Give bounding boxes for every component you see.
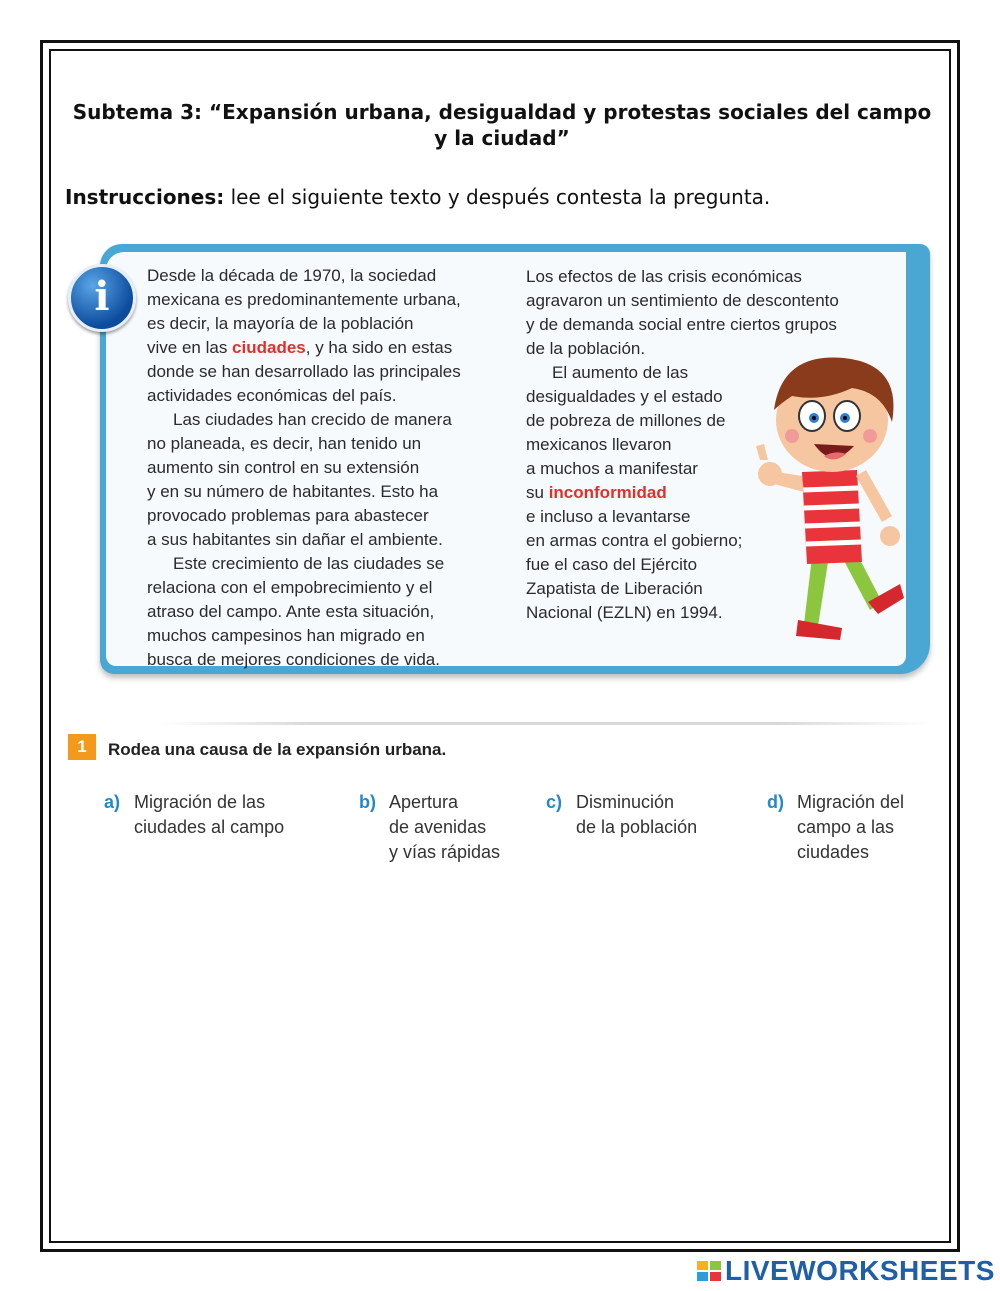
text-line: Este crecimiento de las ciudades se <box>173 554 445 573</box>
option-letter: c) <box>546 792 563 812</box>
text-line: mexicana es predominantemente urbana, <box>147 290 461 309</box>
text-line: muchos campesinos han migrado en <box>147 626 425 645</box>
text-line: desigualdades y el estado <box>526 387 723 406</box>
option-line: Migración del <box>797 792 905 812</box>
logo-mark-icon <box>697 1261 721 1281</box>
option-text <box>576 790 697 840</box>
option-letter: a) <box>104 792 121 812</box>
info-icon <box>68 264 136 332</box>
highlight-inconformidad: inconformidad <box>548 483 667 502</box>
option-text <box>797 790 904 865</box>
highlight-ciudades: ciudades <box>232 338 306 357</box>
text-fragment: vive en las <box>147 338 233 357</box>
text-line: Zapatista de Liberación <box>526 579 703 598</box>
text-line: atraso del campo. Ante esta situación, <box>147 602 435 621</box>
text-line: en armas contra el gobierno; <box>526 531 743 550</box>
text-line: a sus habitantes sin dañar el ambiente. <box>147 530 443 549</box>
option-line: de la población <box>576 817 698 837</box>
cartoon-boy-illustration <box>752 352 912 652</box>
info-icon-glyph: i <box>94 273 110 320</box>
text-line: de pobreza de millones de <box>526 411 726 430</box>
text-line: fue el caso del Ejército <box>526 555 698 574</box>
instructions <box>65 185 770 209</box>
option-letter: b) <box>359 792 376 812</box>
question-number-badge: 1 <box>68 734 96 760</box>
instructions-label: Instrucciones: <box>65 185 225 209</box>
text-line: y en su número de habitantes. Esto ha <box>147 482 439 501</box>
page-title: Subtema 3: “Expansión urbana, desigualdad y protestas sociales del campo y la ciudad” <box>72 100 932 150</box>
text-line: es decir, la mayoría de la población <box>147 314 414 333</box>
text-fragment: su <box>526 483 549 502</box>
option-line: Apertura <box>389 792 459 812</box>
text-line: donde se han desarrollado las principales <box>147 362 461 381</box>
text-line: de la población. <box>526 339 646 358</box>
text-line: actividades económicas del país. <box>147 386 397 405</box>
option-line: de avenidas <box>389 817 487 837</box>
text-line: mexicanos llevaron <box>526 435 672 454</box>
text-line: Las ciudades han crecido de manera <box>173 410 452 429</box>
text-line: y de demanda social entre ciertos grupos <box>526 315 837 334</box>
logo-text: LIVEWORKSHEETS <box>725 1255 995 1286</box>
info-text-column-1 <box>147 264 461 672</box>
liveworksheets-logo[interactable] <box>697 1257 995 1285</box>
section-divider <box>160 722 930 725</box>
option-text <box>134 790 284 840</box>
option-line: y vías rápidas <box>389 842 501 862</box>
option-line: Disminución <box>576 792 675 812</box>
text-line: El aumento de las <box>552 363 689 382</box>
text-line: a muchos a manifestar <box>526 459 698 478</box>
question-text: Rodea una causa de la expansión urbana. <box>108 740 447 759</box>
option-line: campo a las <box>797 817 895 837</box>
text-line: Desde la década de 1970, la sociedad <box>147 266 437 285</box>
text-line: relaciona con el empobrecimiento y el <box>147 578 433 597</box>
text-line: e incluso a levantarse <box>526 507 691 526</box>
text-line: no planeada, es decir, han tenido un <box>147 434 422 453</box>
option-line: ciudades <box>797 842 870 862</box>
text-line: busca de mejores condiciones de vida. <box>147 650 440 669</box>
option-text <box>389 790 500 865</box>
text-line: Los efectos de las crisis económicas <box>526 267 802 286</box>
option-line: ciudades al campo <box>134 817 285 837</box>
text-line: Nacional (EZLN) en 1994. <box>526 603 723 622</box>
text-line: provocado problemas para abastecer <box>147 506 429 525</box>
instructions-text: lee el siguiente texto y después contesta la pregunta. <box>224 185 771 209</box>
text-line: aumento sin control en su extensión <box>147 458 420 477</box>
text-line <box>147 336 461 360</box>
option-line: Migración de las <box>134 792 266 812</box>
text-fragment: , y ha sido en estas <box>305 338 453 357</box>
text-line: agravaron un sentimiento de descontento <box>526 291 839 310</box>
option-letter: d) <box>767 792 784 812</box>
